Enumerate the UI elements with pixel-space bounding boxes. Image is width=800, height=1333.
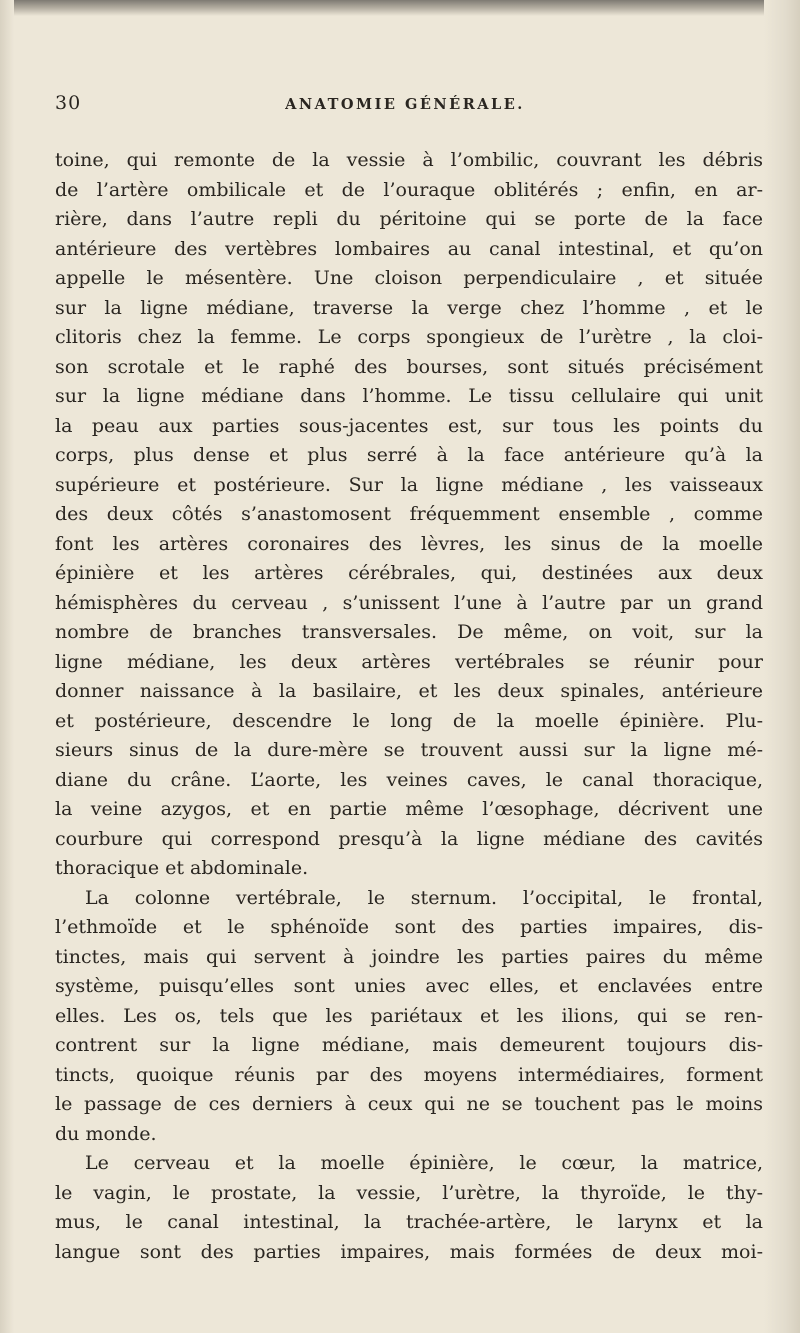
text-line: ligne médiane, les deux artères vertébrales se réunir pour [55,650,763,673]
text-line: mus, le canal intestinal, la trachée-artère, le larynx et la [55,1211,763,1233]
text-line: son scrotale et le raphé des bourses, sont situés précisément [55,355,763,378]
page-top-shadow [0,0,800,16]
text-line: supérieure et postérieure. Sur la ligne médiane , les vaisseaux [55,473,763,496]
text-line: système, puisqu’elles sont unies avec elles, et enclavées entre [55,975,763,997]
text-line: courbure qui correspond presqu’à la ligne médiane des cavités [55,827,763,850]
text-line: du monde. [55,1122,157,1145]
text-line: l’ethmoïde et le sphénoïde sont des parties impaires, dis- [55,916,763,938]
text-line: elles. Les os, tels que les pariétaux et les ilions, qui se ren- [55,1004,763,1027]
text-line: le vagin, le prostate, la vessie, l’urètre, la thyroïde, le thy- [55,1181,763,1204]
page-header [55,92,755,122]
text-line: le passage de ces derniers à ceux qui ne se touchent pas le moins [55,1093,763,1115]
text-line: nombre de branches transversales. De même, on voit, sur la [55,621,763,643]
text-line: rière, dans l’autre repli du péritoine qui se porte de la face [55,208,763,230]
text-line: font les artères coronaires des lèvres, les sinus de la moelle [55,532,763,555]
text-line: hémisphères du cerveau , s’unissent l’une à l’autre par un grand [55,591,763,614]
text-line: sur la ligne médiane, traverse la verge chez l’homme , et le [55,296,763,319]
text-line: clitoris chez la femme. Le corps spongieux de l’urètre , la cloi- [55,326,763,348]
running-head: ANATOMIE GÉNÉRALE. [285,96,525,113]
text-line: des deux côtés s’anastomosent fréquemment ensemble , comme [55,503,763,525]
text-line: la veine azygos, et en partie même l’œsophage, décrivent une [55,798,763,820]
text-line: antérieure des vertèbres lombaires au canal intestinal, et qu’on [55,237,763,260]
text-line: langue sont des parties impaires, mais formées de deux moi- [55,1240,763,1263]
text-line: tincts, quoique réunis par des moyens intermédiaires, forment [55,1063,763,1086]
text-line: donner naissance à la basilaire, et les deux spinales, antérieure [55,680,763,702]
text-line: La colonne vertébrale, le sternum. l’occipital, le frontal, [85,886,763,909]
text-line: et postérieure, descendre le long de la moelle épinière. Plu- [55,709,763,732]
text-line: tinctes, mais qui servent à joindre les parties paires du même [55,945,763,968]
text-line: appelle le mésentère. Une cloison perpendiculaire , et située [55,267,763,289]
text-line: thoracique et abdominale. [55,857,309,879]
text-line: contrent sur la ligne médiane, mais demeurent toujours dis- [55,1034,763,1056]
body-text [55,146,763,1267]
text-line: toine, qui remonte de la vessie à l’ombilic, couvrant les débris [55,149,763,171]
page-number: 30 [55,92,82,114]
page-right-edge [764,0,800,1333]
text-line: épinière et les artères cérébrales, qui, destinées aux deux [55,562,763,584]
text-line: de l’artère ombilicale et de l’ouraque oblitérés ; enfin, en ar- [55,178,763,201]
text-line: diane du crâne. L’aorte, les veines caves, le canal thoracique, [55,768,763,791]
text-line: corps, plus dense et plus serré à la face antérieure qu’à la [55,444,763,466]
text-line: la peau aux parties sous-jacentes est, sur tous les points du [55,414,763,437]
text-line: Le cerveau et la moelle épinière, le cœur, la matrice, [85,1152,763,1174]
page-left-edge [0,0,14,1333]
text-line: sieurs sinus de la dure-mère se trouvent aussi sur la ligne mé- [55,739,763,761]
text-line: sur la ligne médiane dans l’homme. Le tissu cellulaire qui unit [55,385,763,407]
